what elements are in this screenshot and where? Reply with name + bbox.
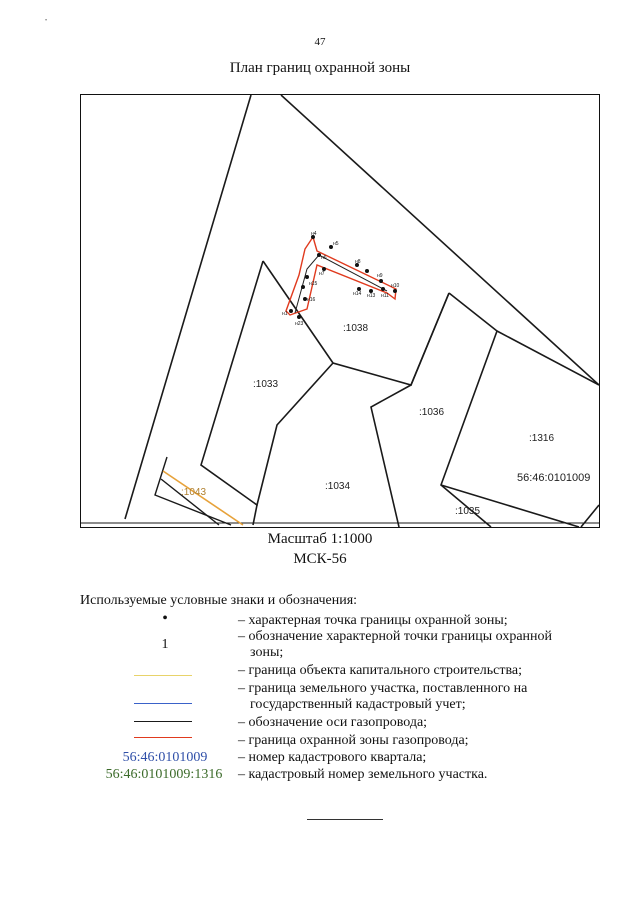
zone-line-symbol bbox=[134, 737, 192, 738]
parcel-boundaries bbox=[81, 95, 599, 527]
corner-mark: • bbox=[45, 18, 48, 24]
parcel-label-1033: :1033 bbox=[253, 379, 279, 390]
point-label-symbol: 1 bbox=[161, 637, 169, 652]
legend-desc: – обозначение оси газопровода; bbox=[238, 715, 428, 730]
point-label: н1 bbox=[282, 311, 288, 317]
legend-heading: Используемые условные знаки и обозначения: bbox=[80, 593, 358, 608]
point-label: н6 bbox=[321, 255, 327, 261]
capital-object-boundary bbox=[163, 471, 243, 525]
point-label: н13 bbox=[367, 293, 376, 299]
quarter-label: 56:46:0101009 bbox=[517, 472, 591, 484]
parcel-line-symbol bbox=[134, 703, 192, 704]
parcel-labels bbox=[181, 323, 590, 517]
footer-rule bbox=[307, 819, 383, 820]
zone-point bbox=[381, 287, 385, 291]
legend-desc: – кадастровый номер земельного участка. bbox=[238, 767, 488, 782]
point-label: н15 bbox=[309, 281, 318, 287]
legend-desc: – обозначение характерной точки границы охранной bbox=[238, 629, 553, 644]
point-label: н10 bbox=[391, 283, 400, 289]
gas-zone bbox=[282, 231, 400, 327]
parcel-label-1036: :1036 bbox=[419, 407, 445, 418]
zone-point bbox=[393, 289, 397, 293]
cadastral-map bbox=[80, 94, 600, 528]
boundary-1034 bbox=[253, 505, 257, 525]
point-label: н7 bbox=[319, 271, 325, 277]
zone-point bbox=[305, 275, 309, 279]
parcel-label-1316: :1316 bbox=[529, 433, 555, 444]
boundary-outer-right bbox=[281, 95, 599, 385]
scale-text: Масштаб 1:1000 bbox=[267, 531, 373, 547]
crs-text: МСК-56 bbox=[293, 551, 347, 567]
parcel-label-1038: :1038 bbox=[343, 323, 369, 334]
point-label: н14 bbox=[353, 291, 362, 297]
point-label: н9 bbox=[377, 273, 383, 279]
map-title: План границ охранной зоны bbox=[229, 60, 411, 76]
axis-line-symbol bbox=[134, 721, 192, 722]
point-label: н11 bbox=[381, 293, 389, 299]
legend-desc: – граница земельного участка, поставленного на bbox=[238, 681, 528, 696]
boundary-1036-right bbox=[441, 293, 497, 527]
legend-desc: – характерная точка границы охранной зоны; bbox=[238, 613, 508, 628]
legend-desc: – граница объекта капитального строительства; bbox=[238, 663, 523, 678]
zone-point bbox=[365, 269, 369, 273]
zone-point-labels bbox=[282, 231, 400, 327]
legend-desc: – номер кадастрового квартала; bbox=[238, 750, 427, 765]
boundary-outer-left bbox=[125, 95, 251, 519]
point-label: н23 bbox=[295, 321, 304, 327]
cadastral-symbol: 56:46:0101009:1316 bbox=[105, 767, 223, 782]
capital-line-symbol bbox=[134, 675, 192, 676]
map-svg bbox=[81, 95, 599, 527]
point-label: н4 bbox=[311, 231, 317, 237]
zone-point bbox=[379, 279, 383, 283]
point-label: н8 bbox=[355, 259, 361, 265]
parcel-label-1034: :1034 bbox=[325, 481, 351, 492]
legend-desc: – граница охранной зоны газопровода; bbox=[238, 733, 469, 748]
legend-desc-cont: зоны; bbox=[250, 645, 284, 660]
quarter-symbol: 56:46:0101009 bbox=[122, 750, 208, 765]
point-label: н16 bbox=[307, 297, 316, 303]
zone-point bbox=[301, 285, 305, 289]
page-number: 47 bbox=[314, 36, 326, 48]
point-label: н5 bbox=[333, 241, 339, 247]
boundary-edge-right bbox=[581, 505, 599, 527]
parcel-label-1043: :1043 bbox=[181, 487, 207, 498]
legend-desc-cont: государственный кадастровый учет; bbox=[250, 697, 466, 712]
zone-point bbox=[289, 309, 293, 313]
zone-point bbox=[297, 315, 301, 319]
parcel-label-1035: :1035 bbox=[455, 506, 481, 517]
point-symbol: • bbox=[162, 610, 168, 627]
